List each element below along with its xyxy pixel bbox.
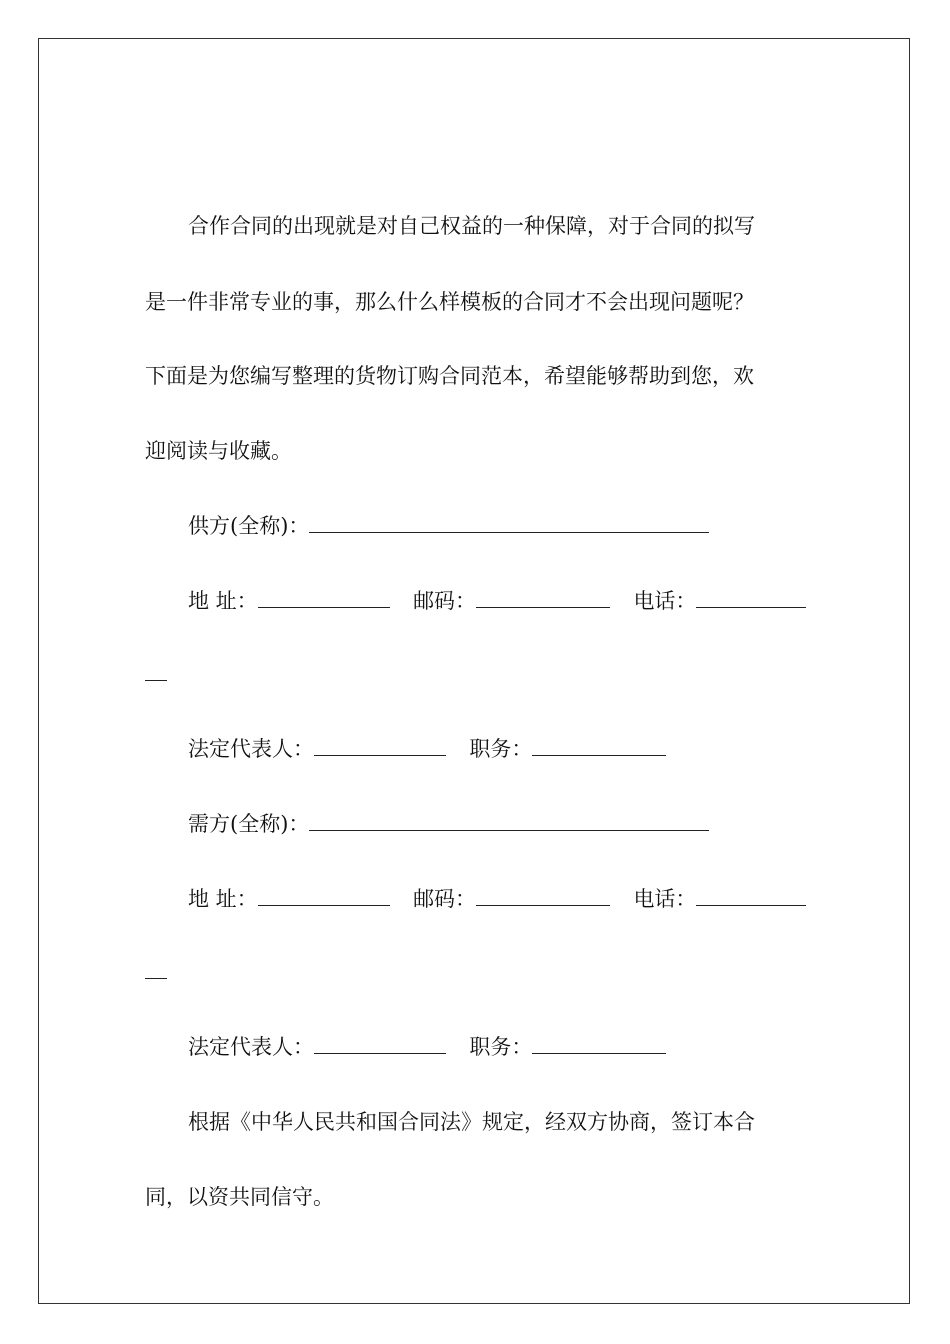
buyer-postcode-label: 邮码： [413, 887, 477, 911]
buyer-address-blank [258, 885, 390, 906]
buyer-rep-blank [314, 1033, 446, 1054]
supplier-address-blank [258, 587, 390, 608]
supplier-title-blank [532, 735, 666, 756]
supplier-address-label: 地 址： [188, 589, 258, 613]
buyer-title-blank [532, 1033, 666, 1054]
buyer-name-blank [309, 810, 709, 831]
supplier-phone-blank [696, 587, 806, 608]
supplier-contact-row [188, 587, 806, 615]
supplier-phone-blank-tail [145, 660, 167, 688]
buyer-contact-row [188, 885, 806, 913]
buyer-address-label: 地 址： [188, 887, 258, 911]
supplier-name-label: 供方(全称)： [188, 514, 310, 538]
supplier-rep-row [188, 735, 666, 763]
buyer-phone-blank-tail [145, 958, 167, 986]
supplier-postcode-label: 邮码： [413, 589, 477, 613]
basis-line-1: 根据《中华人民共和国合同法》规定，经双方协商，签订本合 [188, 1110, 755, 1134]
intro-line-1: 合作合同的出现就是对自己权益的一种保障，对于合同的拟写 [188, 214, 755, 238]
supplier-name-blank [309, 512, 709, 533]
buyer-postcode-blank [476, 885, 610, 906]
supplier-postcode-blank [476, 587, 610, 608]
basis-line-2: 同，以资共同信守。 [145, 1185, 334, 1209]
supplier-name-row [188, 512, 709, 540]
buyer-phone-label: 电话： [633, 887, 697, 911]
intro-line-4: 迎阅读与收藏。 [145, 439, 292, 463]
buyer-name-row [188, 810, 709, 838]
buyer-name-label: 需方(全称)： [188, 812, 310, 836]
buyer-rep-label: 法定代表人： [188, 1035, 314, 1059]
supplier-rep-label: 法定代表人： [188, 737, 314, 761]
supplier-rep-blank [314, 735, 446, 756]
supplier-phone-label: 电话： [633, 589, 697, 613]
buyer-title-label: 职务： [469, 1035, 533, 1059]
buyer-rep-row [188, 1033, 666, 1061]
supplier-title-label: 职务： [469, 737, 533, 761]
buyer-phone-blank [696, 885, 806, 906]
intro-line-3: 下面是为您编写整理的货物订购合同范本，希望能够帮助到您，欢 [145, 364, 754, 388]
intro-line-2: 是一件非常专业的事，那么什么样模板的合同才不会出现问题呢？ [145, 290, 754, 314]
